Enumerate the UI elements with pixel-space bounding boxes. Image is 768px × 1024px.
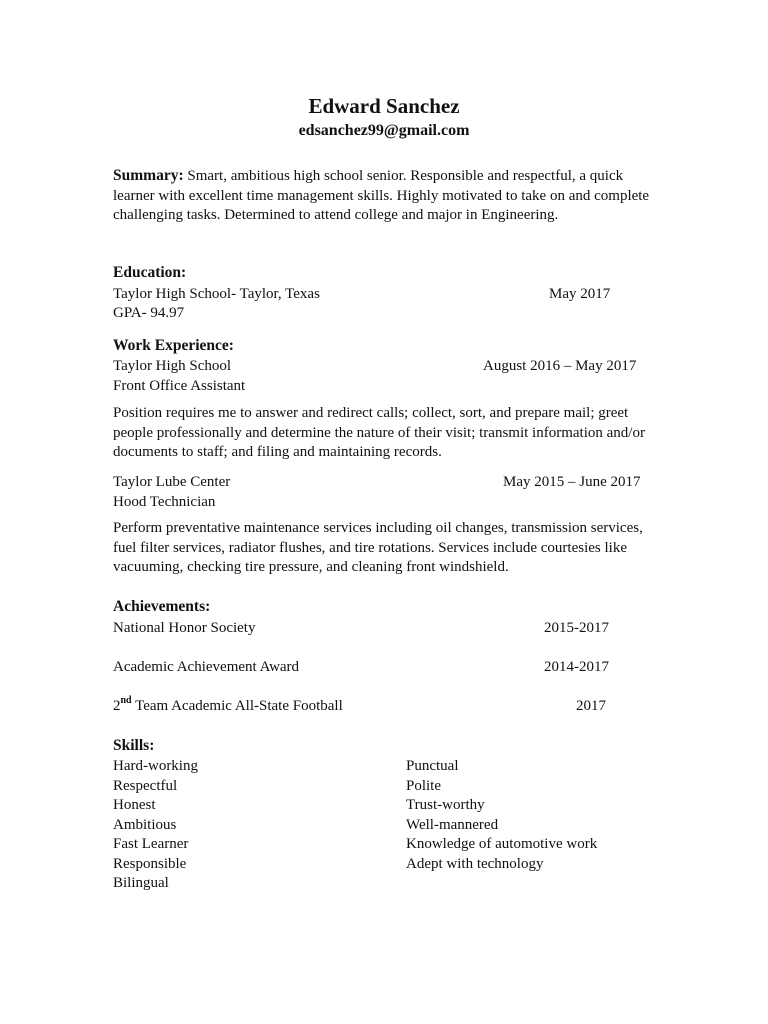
skill-item: Knowledge of automotive work <box>406 836 598 852</box>
skill-item: Polite <box>406 777 442 794</box>
applicant-email: edsanchez99@gmail.com <box>298 122 470 139</box>
skill-item: Respectful <box>113 777 178 794</box>
achievement-name: Academic Achievement Award <box>113 659 300 675</box>
skills-heading: Skills: <box>113 737 155 754</box>
skill-item: Ambitious <box>113 816 177 833</box>
skill-item: Honest <box>113 797 156 813</box>
skill-item: Punctual <box>406 758 459 774</box>
skill-item: Bilingual <box>113 875 169 891</box>
summary-text: Smart, ambitious high school senior. Responsible and respectful, a quick learner with excellent time management skills. Highly motivated to take on and complete challenging tasks. Determined to attend college and major in Engineering. <box>113 168 650 223</box>
job-dates: August 2016 – May 2017 <box>483 358 637 374</box>
job-title: Hood Technician <box>113 494 216 510</box>
job-employer: Taylor Lube Center <box>113 474 231 490</box>
skill-item: Fast Learner <box>113 836 189 852</box>
education-gpa: GPA- 94.97 <box>113 305 185 321</box>
education-heading: Education: <box>113 264 187 281</box>
job-employer: Taylor High School <box>113 358 232 374</box>
job-description: Position requires me to answer and redirect calls; collect, sort, and prepare mail; greet people professionally and determine the nature of their visit; transmit information and/or documents to staff; and filing and maintaining records. <box>113 405 645 460</box>
achievement-title: Team Academic All-State Football <box>131 698 343 714</box>
summary-section <box>113 166 658 226</box>
skill-item: Well-mannered <box>406 816 499 833</box>
achievements-heading: Achievements: <box>113 598 211 615</box>
applicant-name: Edward Sanchez <box>308 94 460 118</box>
achievement-ordinal-suffix: nd <box>120 695 132 706</box>
achievement-years: 2017 <box>576 698 606 714</box>
education-date: May 2017 <box>549 286 611 302</box>
achievement-ordinal: 2 <box>113 698 121 714</box>
skill-item: Adept with technology <box>406 855 544 872</box>
job-title: Front Office Assistant <box>113 378 246 394</box>
achievement-name: National Honor Society <box>113 620 256 636</box>
skill-item: Hard-working <box>113 758 198 774</box>
achievement-years: 2014-2017 <box>544 659 609 675</box>
summary-label: Summary: <box>113 167 184 184</box>
achievement-years: 2015-2017 <box>544 620 609 636</box>
skill-item: Trust-worthy <box>406 797 485 813</box>
work-experience-heading: Work Experience: <box>113 337 234 354</box>
education-school: Taylor High School- Taylor, Texas <box>113 286 320 302</box>
job-description: Perform preventative maintenance services including oil changes, transmission services, fuel filter services, radiator flushes, and tire rotations. Services include courtesies like vacuuming, checking tire pressure, and cleaning front windshield. <box>113 520 643 575</box>
achievement-name <box>113 697 343 717</box>
job-dates: May 2015 – June 2017 <box>503 474 641 490</box>
skill-item: Responsible <box>113 855 187 872</box>
